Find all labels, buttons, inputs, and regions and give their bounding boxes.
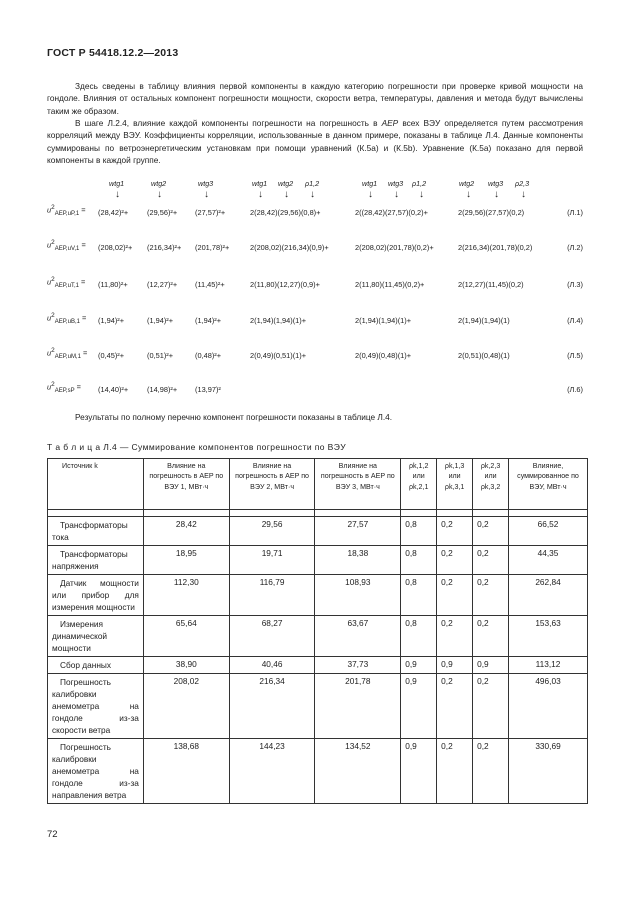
label-wtg1: wtg1 [109,179,125,188]
result-text: Результаты по полному перечню компонент погрешности показаны в таблице Л.4. [75,412,393,422]
arrow-icon: ↓ [204,189,209,200]
header-gap-row [48,510,588,517]
equation-lhs-sub2: M,1 [70,353,81,360]
cell-wtg3: 18,38 [315,546,401,575]
cell-rho13: 0,2 [437,616,473,657]
table-row [48,674,588,739]
equation-corr-12: 2(0,49)(0,51)(1)+ [250,351,307,360]
equation-number: (Л.3) [567,280,583,289]
table-row [48,657,588,674]
cell-rho13: 0,2 [437,739,473,804]
equation-term-wtg2: (216,34)²+ [147,243,182,252]
equation-corr-12: 2(1,94)(1,94)(1)+ [250,316,307,325]
cell-wtg2: 40,46 [229,657,315,674]
cell-rho13: 0,2 [437,546,473,575]
cell-rho12: 0,8 [401,546,437,575]
cell-wtg2: 116,79 [229,575,315,616]
equation-term-wtg2: (0,51)²+ [147,351,174,360]
equation-lhs: $u^2_{AEP,uB,1}$ = [47,312,87,325]
cell-wtg1: 208,02 [143,674,229,739]
equation-lhs-sub: AEP,u [54,282,71,289]
header-source: Источник k [48,459,144,510]
equation-number: (Л.1) [567,208,583,217]
label-c3-rho: ρ2,3 [515,179,530,188]
equation-lhs: $u^2_{AEP,sP}$ = [47,381,81,394]
equation-lhs-sub2: V,1 [70,245,80,252]
header-wtg1: Влияние на погрешность в AEP по ВЭУ 1, МВт·ч [143,459,229,510]
cell-sum: 262,84 [509,575,588,616]
paragraph-correlation [47,117,583,167]
cell-rho12: 0,9 [401,657,437,674]
equation-term-wtg1: (208,02)²+ [98,243,133,252]
arrow-icon: ↓ [466,189,471,200]
cell-sum: 66,52 [509,517,588,546]
arrow-icon: ↓ [394,189,399,200]
cell-sum: 113,12 [509,657,588,674]
arrow-icon: ↓ [310,189,315,200]
cell-wtg2: 19,71 [229,546,315,575]
arrow-icon: ↓ [368,189,373,200]
paragraph-correlation-pre: В шаге Л.2.4, влияние каждой компоненты погрешности на погрешность в [75,118,382,128]
header-sum: Влияние, суммированное по ВЭУ, МВт·ч [509,459,588,510]
equation-term-wtg3: (13,97)² [195,385,221,394]
cell-rho23: 0,9 [473,657,509,674]
label-wtg3: wtg3 [198,179,214,188]
equation-corr-23: 2(29,56)(27,57)(0,2) [458,208,525,217]
equation-term-wtg1: (0,45)²+ [98,351,125,360]
cell-wtg3: 134,52 [315,739,401,804]
arrow-icon: ↓ [521,189,526,200]
equation-lhs-sub: AEP,u [54,245,71,252]
cell-sum: 496,03 [509,674,588,739]
cell-rho13: 0,2 [437,575,473,616]
cell-rho23: 0,2 [473,546,509,575]
cell-rho23: 0,2 [473,517,509,546]
cell-sum: 153,63 [509,616,588,657]
table-row [48,575,588,616]
equation-number: (Л.5) [567,351,583,360]
cell-wtg1: 28,42 [143,517,229,546]
table-row [48,546,588,575]
equation-corr-12: 2(208,02)(216,34)(0,9)+ [250,243,329,252]
equation-lhs: $u^2_{AEP,uM,1}$ = [47,347,88,360]
equation-term-wtg2: (14,98)²+ [147,385,178,394]
cell-wtg1: 18,95 [143,546,229,575]
equation-corr-13: 2(208,02)(201,78)(0,2)+ [355,243,434,252]
cell-source: Датчик мощности или прибор для измерения мощности [48,575,144,616]
cell-wtg1: 38,90 [143,657,229,674]
paragraph-correlation-post: всех ВЭУ определяется путем рассмотрения корреляций между ВЭУ. Коэффициенты корреляции, использованные в данном примере, показаны в таблице Л.4. Данные компоненты суммированы по ветроэнергетическим установкам при помощи уравнений (К.5а) и (К.5b). Уравнение (К.5а) показано для первой компоненты в каждой группе. [47,118,583,166]
cell-wtg3: 27,57 [315,517,401,546]
equation-corr-23: 2(12,27)(11,45)(0,2) [458,280,524,289]
equation-lhs-sub2: T,1 [70,282,79,289]
cell-rho13: 0,2 [437,517,473,546]
header-rho23: ρk,2,3 или ρk,3,2 [473,459,509,510]
equation-term-wtg3: (27,57)²+ [195,208,226,217]
aep-term: AEP [381,118,399,128]
equation-lhs-sub: AEP,u [54,353,71,360]
table-header-row [48,459,588,510]
equation-term-wtg2: (12,27)²+ [147,280,178,289]
header-rho13: ρk,1,3 или ρk,3,1 [437,459,473,510]
page-number: 72 [47,829,58,840]
equation-term-wtg2: (1,94)²+ [147,316,174,325]
cell-wtg3: 201,78 [315,674,401,739]
equation-term-wtg3: (201,78)²+ [195,243,230,252]
cell-sum: 330,69 [509,739,588,804]
label-c3-wtg2: wtg2 [459,179,475,188]
equation-number: (Л.4) [567,316,583,325]
paragraph-intro: Здесь сведены в таблицу влияния первой компоненты в каждую категорию погрешности при проверке кривой мощности на гондоле. Влияния от остальных компонент погрешности мощности, скорости ветра, температуры, давления и метода будут вычислены таким же образом. [47,81,583,116]
cell-wtg1: 138,68 [143,739,229,804]
equation-lhs-sub: AEP,u [54,318,71,325]
equation-corr-13: 2((28,42)(27,57)(0,2)+ [355,208,428,217]
cell-wtg2: 68,27 [229,616,315,657]
arrow-icon: ↓ [258,189,263,200]
header-wtg2: Влияние на погрешность в AEP по ВЭУ 2, МВт·ч [229,459,315,510]
table-row [48,739,588,804]
cell-wtg2: 216,34 [229,674,315,739]
cell-source: Погрешность калибровки анемометра на гондоле из-за скорости ветра [48,674,144,739]
summation-table [47,458,588,804]
equation-corr-23: 2(0,51)(0,48)(1) [458,351,510,360]
cell-rho23: 0,2 [473,739,509,804]
equation-corr-12: 2(11,80)(12,27)(0,9)+ [250,280,320,289]
table-row [48,517,588,546]
equation-corr-12: 2(28,42)(29,56)(0,8)+ [250,208,321,217]
equation-lhs-sub: AEP,u [54,210,71,217]
cell-wtg3: 63,67 [315,616,401,657]
header-wtg3: Влияние на погрешность в AEP по ВЭУ 3, МВт·ч [315,459,401,510]
label-c2-rho: ρ1,2 [412,179,427,188]
cell-source: Трансформаторы тока [48,517,144,546]
equation-corr-23: 2(216,34)(201,78)(0,2) [458,243,533,252]
equation-number: (Л.6) [567,385,583,394]
cell-rho12: 0,9 [401,674,437,739]
arrow-icon: ↓ [494,189,499,200]
arrow-icon: ↓ [157,189,162,200]
cell-source: Трансформаторы напряжения [48,546,144,575]
table-row [48,616,588,657]
equation-term-wtg3: (1,94)²+ [195,316,222,325]
cell-rho12: 0,9 [401,739,437,804]
cell-rho12: 0,8 [401,575,437,616]
equation-lhs-sub: AEP,s [54,387,71,394]
label-c3-wtg3: wtg3 [488,179,504,188]
equation-term-wtg3: (0,48)²+ [195,351,222,360]
table-caption: Т а б л и ц а Л.4 — Суммирование компонентов погрешности по ВЭУ [47,442,347,452]
equation-lhs: $u^2_{AEP,uV,1}$ = [47,239,86,252]
cell-wtg3: 37,73 [315,657,401,674]
cell-sum: 44,35 [509,546,588,575]
cell-rho23: 0,2 [473,575,509,616]
equation-lhs-sub2: B,1 [70,318,80,325]
equation-corr-13: 2(0,49)(0,48)(1)+ [355,351,412,360]
label-c2-wtg3: wtg3 [388,179,404,188]
equation-term-wtg1: (1,94)²+ [98,316,125,325]
cell-rho23: 0,2 [473,616,509,657]
equation-corr-13: 2(1,94)(1,94)(1)+ [355,316,412,325]
cell-wtg1: 65,64 [143,616,229,657]
equation-term-wtg1: (11,80)²+ [98,280,128,289]
equation-lhs-sub2: P [70,387,75,394]
equation-term-wtg3: (11,45)²+ [195,280,225,289]
document-header: ГОСТ Р 54418.12.2—2013 [47,47,179,59]
cell-rho13: 0,2 [437,674,473,739]
equation-lhs: $u^2_{AEP,uT,1}$ = [47,276,86,289]
label-c1-rho: ρ1,2 [305,179,320,188]
cell-source: Сбор данных [48,657,144,674]
equation-number: (Л.2) [567,243,583,252]
cell-wtg1: 112,30 [143,575,229,616]
label-wtg2: wtg2 [151,179,167,188]
equation-corr-13: 2(11,80)(11,45)(0,2)+ [355,280,425,289]
arrow-icon: ↓ [419,189,424,200]
equation-lhs-sub2: P,1 [70,210,80,217]
cell-wtg3: 108,93 [315,575,401,616]
cell-rho12: 0,8 [401,517,437,546]
label-c2-wtg1: wtg1 [362,179,378,188]
equation-corr-23: 2(1,94)(1,94)(1) [458,316,510,325]
arrow-icon: ↓ [284,189,289,200]
cell-rho13: 0,9 [437,657,473,674]
cell-wtg2: 29,56 [229,517,315,546]
arrow-icon: ↓ [115,189,120,200]
cell-rho12: 0,8 [401,616,437,657]
cell-source: Измерения динамической мощности [48,616,144,657]
cell-wtg2: 144,23 [229,739,315,804]
equation-lhs: $u^2_{AEP,uP,1}$ = [47,204,86,217]
equation-term-wtg1: (14,40)²+ [98,385,129,394]
cell-source: Погрешность калибровки анемометра на гондоле из-за направления ветра [48,739,144,804]
label-c1-wtg1: wtg1 [252,179,268,188]
label-c1-wtg2: wtg2 [278,179,294,188]
equation-term-wtg2: (29,56)²+ [147,208,178,217]
header-rho12: ρk,1,2 или ρk,2,1 [401,459,437,510]
cell-rho23: 0,2 [473,674,509,739]
equation-term-wtg1: (28,42)²+ [98,208,129,217]
